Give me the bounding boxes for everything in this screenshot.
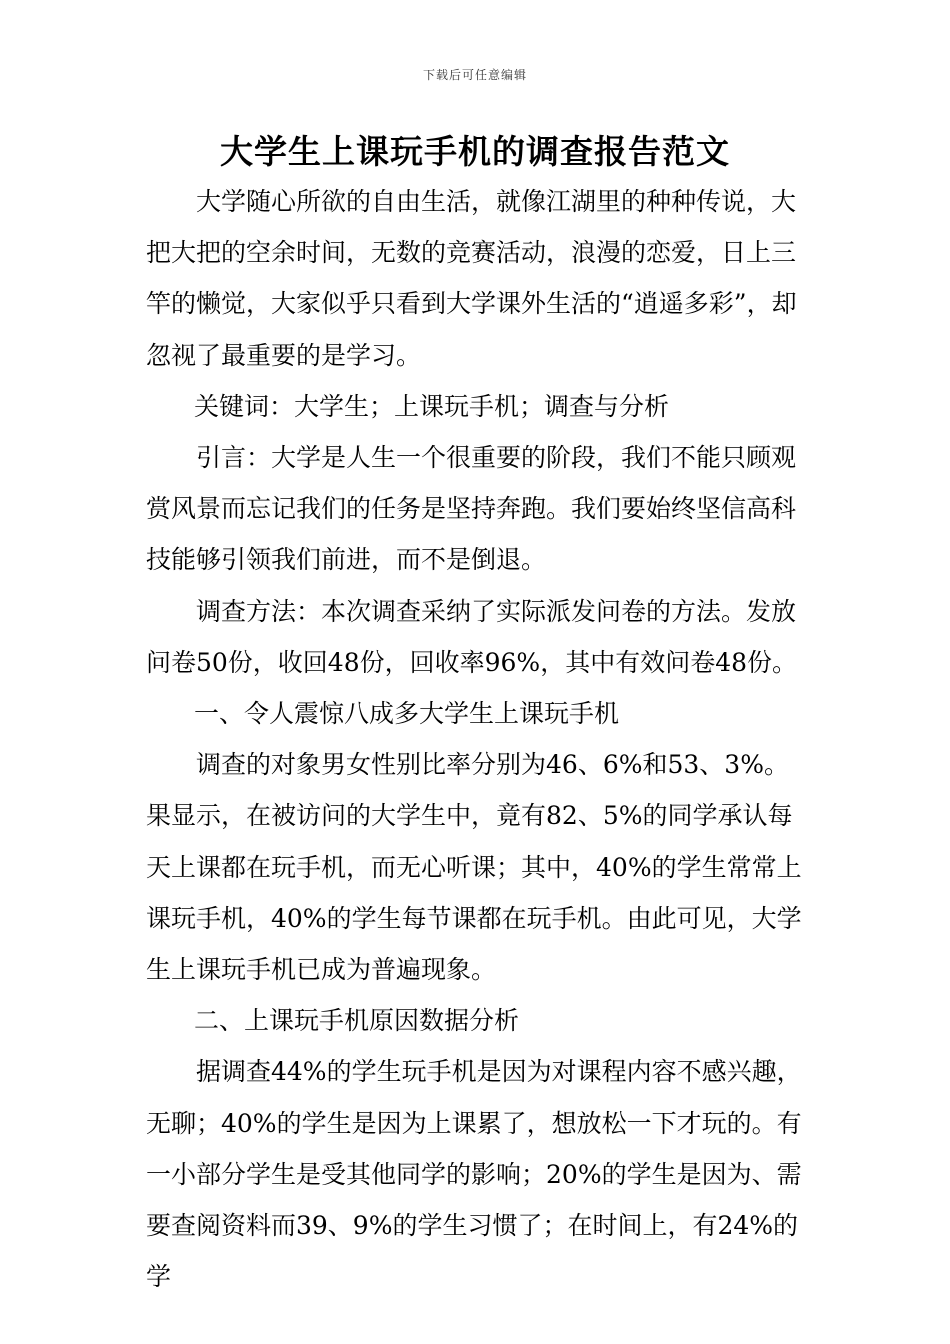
section-heading-1: 一、令人震惊八成多大学生上课玩手机 <box>194 699 620 729</box>
document-title: 大学生上课玩手机的调查报告范文 <box>220 132 730 171</box>
foreword-paragraph: 引言：大学是人生一个很重要的阶段，我们不能只顾观赏风景而忘记我们的任务是坚持奔跑。我们要始终坚信高科技能够引领我们前进，而不是倒退。 <box>146 443 797 575</box>
header-note: 下载后可任意编辑 <box>422 68 527 82</box>
document-body <box>146 176 810 1302</box>
keywords-paragraph: 关键词：大学生；上课玩手机；调查与分析 <box>194 391 670 421</box>
intro-paragraph: 大学随心所欲的自由生活，就像江湖里的种种传说，大把大把的空余时间，无数的竞赛活动，浪漫的恋爱，日上三竿的懒觉，大家似乎只看到大学课外生活的“逍遥多彩”，却忽视了最重要的是学习。 <box>146 187 797 370</box>
section-2-paragraph: 据调查44%的学生玩手机是因为对课程内容不感兴趣，无聊；40%的学生是因为上课累了，想放松一下才玩的。有一小部分学生是受其他同学的影响；20%的学生是因为、需要查阅资料而39、9%的学生习惯了；在时间上，有24%的学 <box>146 1057 802 1292</box>
method-paragraph: 调查方法：本次调查采纳了实际派发问卷的方法。发放问卷50份，收回48份，回收率96%，其中有效问卷48份。 <box>146 596 798 677</box>
section-1-paragraph: 调查的对象男女性别比率分别为46、6%和53、3%。果显示，在被访问的大学生中，竟有82、5%的同学承认每天上课都在玩手机，而无心听课；其中，40%的学生常常上课玩手机，40%的学生每节课都在玩手机。由此可见，大学生上课玩手机已成为普遍现象。 <box>146 750 802 985</box>
section-heading-2: 二、上课玩手机原因数据分析 <box>194 1006 520 1036</box>
